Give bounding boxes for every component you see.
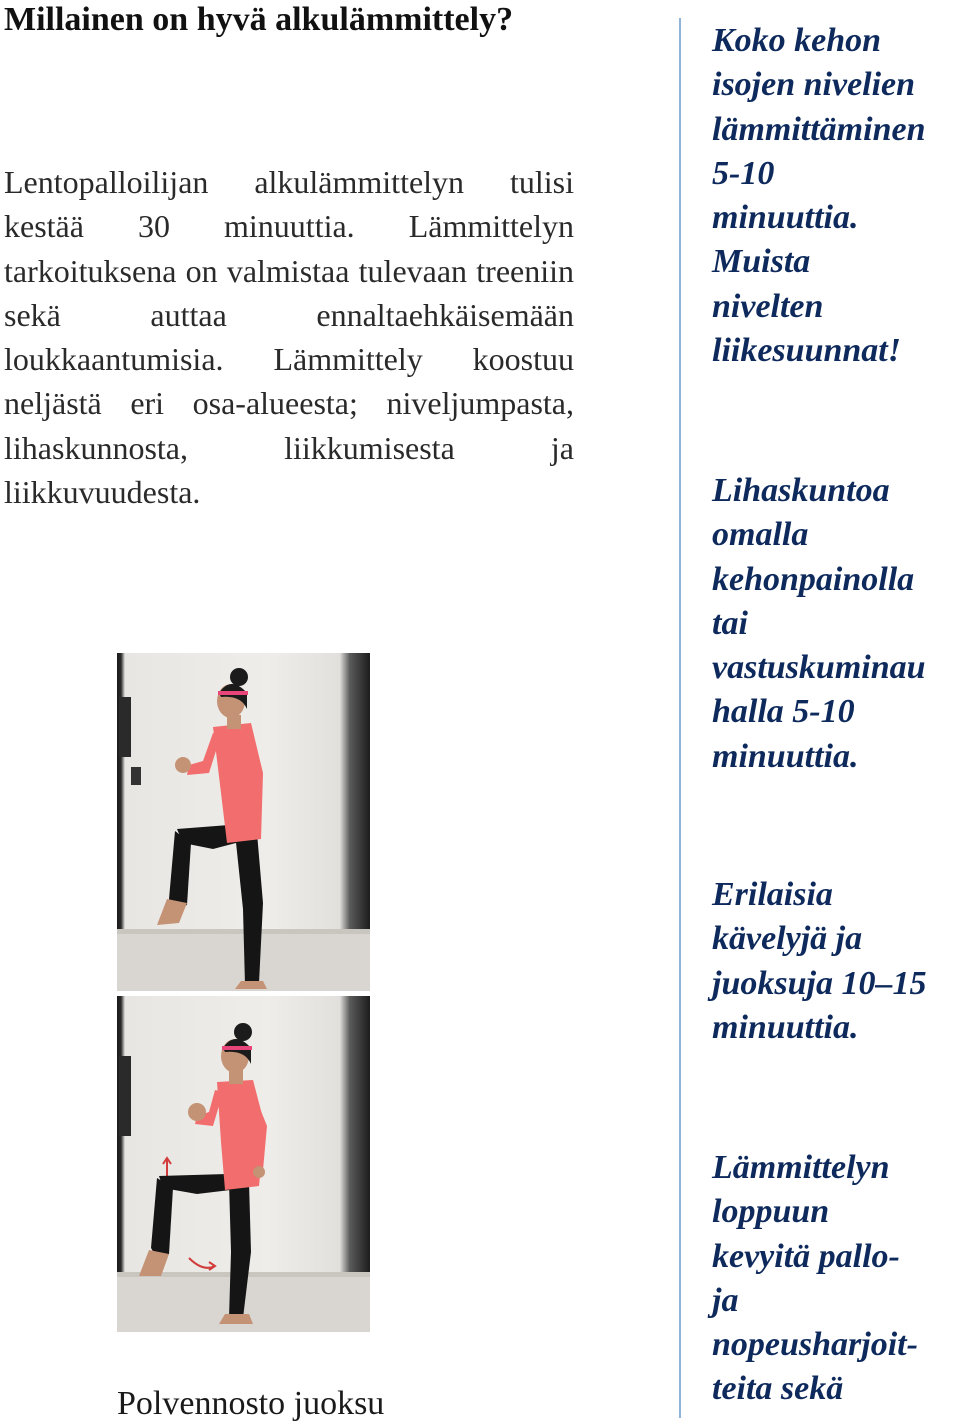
page-title: Millainen on hyvä alkulämmittely? [4, 1, 514, 38]
sidebar-note-muscle-strength: Lihaskuntoa omalla kehonpainolla tai vastuskuminau halla 5-10 minuuttia. [712, 472, 926, 775]
sidebar-note-walks-runs: Erilaisia kävelyjä ja juoksuja 10–15 minuuttia. [712, 876, 927, 1046]
sidebar-note-joint-warmup: Koko kehon isojen nivelien lämmittäminen 5-10 minuuttia. Muista nivelten liikesuunnat! [712, 22, 926, 370]
column-divider [679, 18, 681, 1418]
photo-caption: Polvennosto juoksu [117, 1385, 385, 1422]
intro-paragraph: Lentopalloilijan alkulämmittelyn tulisi kestää 30 minuuttia. Lämmittelyn tarkoituksena on valmistaa tulevaan treeniin sekä auttaa ennaltaehkäisemään loukkaantumisia. Lämmittely koostuu neljästä eri osa-alueesta; niveljumpasta, lihaskunnosta, liikkumisesta ja liikkuvuudesta. [4, 164, 574, 511]
sidebar-note-ball-drills: Lämmittelyn loppuun kevyitä pallo- ja nopeusharjoit- teita sekä [712, 1149, 918, 1408]
exercise-photo-knee-raise-1 [117, 653, 370, 991]
exercise-photo-knee-raise-2 [117, 996, 370, 1332]
